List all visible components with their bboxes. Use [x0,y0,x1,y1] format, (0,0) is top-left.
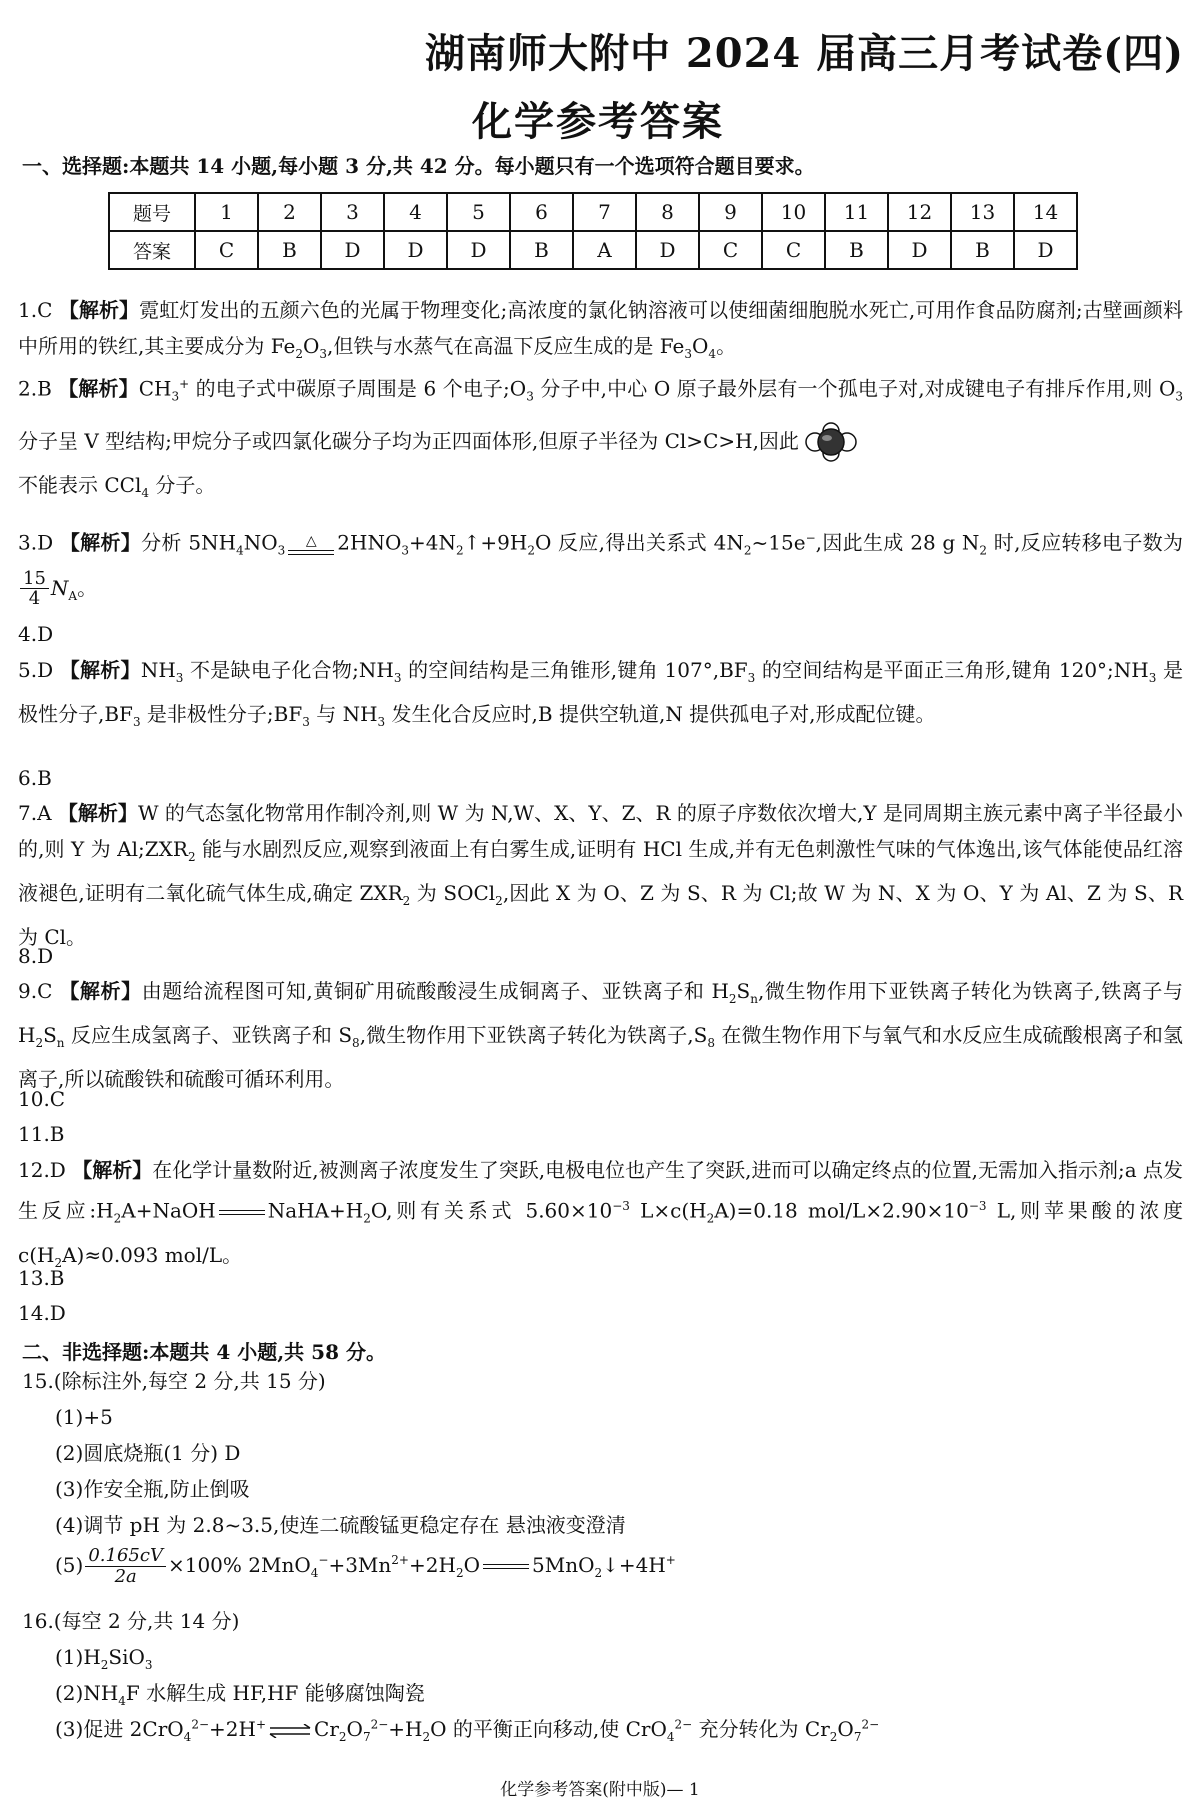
section1-heading: 一、选择题:本题共 14 小题,每小题 3 分,共 42 分。每小题只有一个选项符合题目要求。 [22,154,815,178]
subscript: 3 [393,671,402,685]
table-cell: 3 [321,193,384,231]
explain-text: ↑+9H [463,530,528,555]
answer-number: 7.A [18,801,52,825]
table-cell: 11 [825,193,888,231]
table-cell: A [573,231,636,269]
answer-11 [18,1116,1183,1152]
answer-table-answer-row [109,231,1077,269]
table-cell: 10 [762,193,825,231]
explain-text: 在微生物作用下与氧气和水反应生成硫酸根离子和氢离子,所以硫酸铁和硫酸可循环利用。 [18,1023,1184,1091]
answer-text: (5) [55,1552,84,1577]
subscript: 3 [526,389,534,404]
superscript: 2− [191,1717,210,1732]
superscript: − [318,1553,329,1568]
equals-bar [219,1210,265,1215]
subscript: 4 [118,1694,126,1708]
explain-text: NH [140,658,176,682]
answer-number: 4.D [18,622,54,646]
explain-text: O 反应,得出关系式 4N [534,530,744,555]
subscript: 2 [455,543,464,558]
table-cell: D [636,231,699,269]
subscript: 2 [455,1565,464,1580]
superscript: + [255,1717,267,1732]
equilibrium-arrow-icon [268,1724,312,1738]
subscript: 3 [377,715,386,729]
answer-2 [18,362,1183,515]
answer-6 [18,760,1183,796]
superscript: + [665,1553,676,1568]
explain-text: 分析 5NH [141,530,237,555]
subscript: 2 [295,347,303,361]
equals-bar [288,550,334,555]
subscript: 3 [171,389,180,404]
explain-text: 反应生成氢离子、亚铁离子和 S [64,1023,353,1047]
explain-text: 分子呈 V 型结构;甲烷分子或四氯化碳分子均为正四面体形,但原子半径为 Cl>C>H,因此 [18,428,799,453]
subscript: 2 [402,894,411,908]
subscript: 2 [743,543,752,558]
table-cell: 14 [1014,193,1077,231]
table-cell: B [825,231,888,269]
explain-text: 是极性分子,BF [18,658,1183,726]
explain-text: 分子。 [149,472,216,497]
answer-text: SiO [108,1645,145,1669]
table-header-cell: 题号 [109,193,195,231]
q16-answer-3 [55,1714,879,1747]
explain-text: A+NaOH [121,1198,216,1223]
answer-number: 3.D [18,530,54,555]
table-cell: 4 [384,193,447,231]
subscript: 3 [747,671,756,685]
explain-text: L×c(H [629,1198,707,1223]
superscript: 2− [674,1717,693,1732]
table-cell: C [195,231,258,269]
explain-text: +4N [409,530,456,555]
answer-text: 充分转化为 Cr [692,1717,830,1741]
q15-answer-1: (1)+5 [55,1405,113,1429]
answer-text: +H [388,1717,423,1741]
answer-text: ↓+4H [602,1552,666,1577]
subscript: 3 [175,671,184,685]
subscript: 2 [187,850,196,864]
fraction [20,569,49,610]
table-cell: D [1014,231,1077,269]
document-title: 湖南师大附中 2024 届高三月考试卷(四) [425,30,1185,77]
answer-text: (3)促进 2CrO [55,1717,184,1741]
subscript: A [68,588,78,603]
fraction-denominator: 4 [28,588,41,610]
explain-text: O [302,334,320,358]
answer-number: 11.B [18,1122,65,1146]
explain-text: ,因此生成 28 g N [815,530,980,555]
subscript: 2 [979,543,988,558]
table-cell: C [762,231,825,269]
table-cell: 9 [699,193,762,231]
avogadro-symbol: N [50,575,69,600]
answer-number: 12.D [18,1158,66,1182]
table-cell: 5 [447,193,510,231]
explain-text: O [692,334,709,358]
superscript: −3 [968,1199,987,1213]
table-cell: 12 [888,193,951,231]
subscript: 2 [706,1211,715,1226]
q16-answer-1 [55,1642,153,1675]
table-cell: C [699,231,762,269]
explain-text: 能与水剧烈反应,观察到液面上有白雾生成,证明有 HCl 生成,并有无色刺激性气味的气体逸出,该气体能使品红溶液褪色,证明有二氧化硫气体生成,确定 ZXR [18,837,1183,905]
answer-3 [18,520,1183,613]
explain-text: A)≈0.093 mol/L。 [62,1242,243,1267]
answer-table-number-row [109,193,1077,231]
subscript: 2 [495,894,503,908]
explain-text: A)=0.18 mol/L×2.90×10 [714,1198,969,1223]
subscript: 2 [100,1658,109,1672]
superscript: 2− [861,1717,880,1732]
answer-number: 14.D [18,1301,66,1325]
answer-number: 5.D [18,658,54,682]
explain-label: 【解析】 [59,530,142,555]
explain-label: 【解析】 [59,979,142,1003]
equals-bar [483,1564,529,1569]
subscript: 2 [422,1730,431,1744]
answer-text: O 的平衡正向移动,使 CrO [430,1717,667,1741]
subscript: 3 [277,543,286,558]
subscript: 4 [708,347,717,361]
table-cell: D [321,231,384,269]
answer-text: (1)H [55,1645,101,1669]
subscript: 2 [829,1730,838,1744]
answer-text: F 水解生成 HF,HF 能够腐蚀陶瓷 [125,1681,425,1705]
subscript: 4 [310,1565,319,1580]
answer-text: O [837,1717,854,1741]
answer-14 [18,1295,1183,1331]
explain-text: 的电子式中碳原子周围是 6 个电子;O [189,376,527,401]
explain-text: 不能表示 CCl [18,472,142,497]
q15-heading: 15.(除标注外,每空 2 分,共 15 分) [22,1369,326,1393]
superscript: 2− [370,1717,389,1732]
table-cell: B [258,231,321,269]
explain-text: 由题给流程图可知,黄铜矿用硫酸酸浸生成铜离子、亚铁离子和 H [141,979,729,1003]
subscript: 3 [684,347,693,361]
explain-text: 的空间结构是三角锥形,键角 107°,BF [401,658,748,682]
q16-answer-2 [55,1678,425,1711]
explain-text: 时,反应转移电子数为 [987,530,1184,555]
superscript: + [179,377,190,391]
answer-number: 2.B [18,376,52,401]
explain-text: CH [138,376,172,401]
subscript: 3 [132,715,141,729]
answer-number: 9.C [18,979,53,1003]
explain-label: 【解析】 [58,376,139,401]
fraction-denominator: 2a [114,1565,137,1587]
subscript: 3 [401,543,409,558]
answer-text: 5MnO [531,1552,595,1577]
superscript: − [805,531,816,545]
subscript: 7 [853,1730,862,1744]
subscript: 4 [141,485,149,500]
explain-text: 霓虹灯发出的五颜六色的光属于物理变化;高浓度的氯化钠溶液可以使细菌细胞脱水死亡,可用作食品防腐剂;古壁画颜料中所用的铁红,其主要成分为 Fe [18,298,1184,358]
explain-text: ,微生物作用下亚铁离子转化为铁离子,铁离子与 H [18,979,1184,1047]
subscript: n [56,1036,65,1050]
explain-text: 不是缺电子化合物;NH [183,658,394,682]
table-cell: B [510,231,573,269]
subscript: 7 [362,1730,371,1744]
table-cell: 13 [951,193,1014,231]
answer-text: +3Mn [328,1552,392,1577]
answer-text: O [463,1552,480,1577]
explain-text: S [736,979,751,1003]
table-header-cell: 答案 [109,231,195,269]
explain-label: 【解析】 [72,1158,153,1182]
answer-text: O [346,1717,363,1741]
explain-label: 【解析】 [59,658,141,682]
answer-text: +2H [209,1717,256,1741]
explain-text: 与 NH [309,702,378,726]
explain-text: NaHA+H [267,1198,364,1223]
answer-text: +2H [409,1552,456,1577]
subscript: 4 [183,1730,192,1744]
table-cell: 2 [258,193,321,231]
space-filling-model-icon [801,422,861,462]
q16-heading: 16.(每空 2 分,共 14 分) [22,1609,240,1633]
heat-symbol: △ [305,532,317,549]
explain-text: 是非极性分子;BF [140,702,303,726]
answer-text: Cr [314,1717,339,1741]
explain-text: ,微生物作用下亚铁离子转化为铁离子,S [359,1023,708,1047]
answer-number: 10.C [18,1087,66,1111]
fraction-numerator: 0.165cV [85,1546,166,1567]
explain-text: 分子中,中心 O 原子最外层有一个孤电子对,对成键电子有排斥作用,则 O [533,376,1176,401]
subscript: 3 [1175,389,1184,404]
answer-10 [18,1081,1183,1117]
explain-text: NO [243,530,278,555]
explain-text: 的空间结构是平面正三角形,键角 120°;NH [755,658,1149,682]
subscript: 2 [728,992,737,1006]
explain-text: W 的气态氢化物常用作制冷剂,则 W 为 N,W、X、Y、Z、R 的原子序数依次增大,Y 是同周期主族元素中离子半径最小的,则 Y 为 Al;ZXR [18,801,1184,861]
answer-text: ×100% 2MnO [167,1552,311,1577]
table-cell: 8 [636,193,699,231]
explain-text: S [43,1023,57,1047]
answer-number: 6.B [18,766,52,790]
explain-label: 【解析】 [58,298,140,322]
subscript: 2 [594,1565,603,1580]
superscript: −3 [612,1199,630,1213]
explain-text: 2HNO [337,530,402,555]
answer-8 [18,938,1183,974]
fraction-numerator: 15 [20,569,49,590]
explain-text: 在化学计量数附近,被测离子浓度发生了突跃,电极电位也产生了突跃,进而可以确定终点的位置,无需加入指示剂;a 点发生反应:H [18,1158,1184,1223]
q15-answer-4: (4)调节 pH 为 2.8~3.5,使连二硫酸锰更稳定存在 悬浊液变澄清 [55,1513,626,1537]
subscript: 3 [319,347,328,361]
q15-answer-5 [55,1546,676,1587]
page-footer: 化学参考答案(附中版)— 1 [500,1780,700,1800]
subscript: 2 [35,1036,44,1050]
q15-answer-2: (2)圆底烧瓶(1 分) D [55,1441,241,1465]
answer-text: (2)NH [55,1681,119,1705]
subscript: 2 [363,1211,371,1226]
subscript: 4 [666,1730,675,1744]
answer-4 [18,616,1183,652]
table-cell: D [384,231,447,269]
explain-text: ,但铁与水蒸气在高温下反应生成的是 Fe [327,334,685,358]
subscript: 3 [302,715,310,729]
answer-number: 1.C [18,298,53,322]
answer-number: 13.B [18,1266,65,1290]
section2-heading: 二、非选择题:本题共 4 小题,共 58 分。 [22,1340,386,1364]
subscript: 2 [527,543,535,558]
explain-text: 。 [77,575,98,600]
q15-answer-3: (3)作安全瓶,防止倒吸 [55,1477,250,1501]
subscript: 2 [113,1211,122,1226]
subscript: 2 [54,1255,63,1270]
table-cell: 6 [510,193,573,231]
explain-text: O,则有关系式 5.60×10 [370,1198,613,1223]
explain-text: 。 [716,334,737,358]
answer-1 [18,292,1183,372]
document-subtitle: 化学参考答案 [472,98,724,145]
subscript: 3 [1148,671,1157,685]
answer-13 [18,1260,1183,1296]
answer-number: 8.D [18,944,54,968]
explain-text: ~15e [751,530,806,555]
table-cell: D [888,231,951,269]
answer-7 [18,795,1183,955]
heat-equals-sign [288,534,334,555]
subscript: 8 [352,1036,360,1050]
answer-table [108,192,1078,270]
explain-text: 发生化合反应时,B 提供空轨道,N 提供孤电子对,形成配位键。 [385,702,936,726]
explain-text: ,因此 X 为 O、Z 为 S、R 为 Cl;故 W 为 N、X 为 O、Y 为 Al、Z 为 S、R 为 Cl。 [18,881,1183,949]
table-cell: 7 [573,193,636,231]
fraction [85,1546,166,1587]
explain-text: L,则苹果酸的浓度 c(H [18,1198,1184,1267]
subscript: 4 [236,543,244,558]
table-cell: 1 [195,193,258,231]
answer-5 [18,652,1183,740]
table-cell: B [951,231,1014,269]
subscript: 8 [707,1036,715,1050]
explain-label: 【解析】 [57,801,138,825]
explain-text: 为 SOCl [410,881,496,905]
subscript: 3 [144,1658,153,1672]
subscript: n [750,992,758,1006]
superscript: 2+ [391,1553,409,1568]
answer-9 [18,973,1183,1097]
table-cell: D [447,231,510,269]
subscript: 2 [338,1730,347,1744]
